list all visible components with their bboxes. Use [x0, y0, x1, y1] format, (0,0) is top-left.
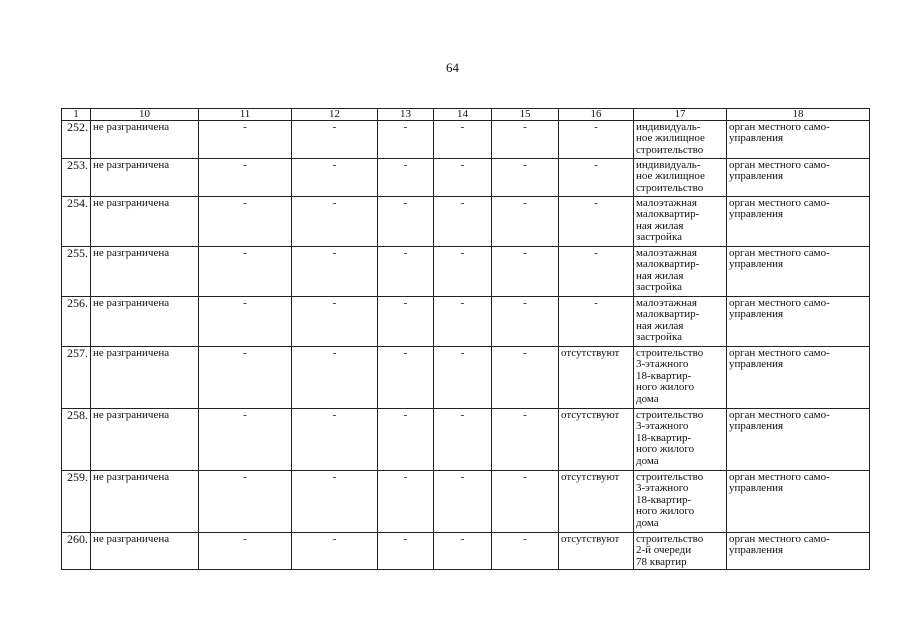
permitted-use-line: строительство	[636, 471, 704, 483]
permitted-use-line: дома	[636, 454, 659, 467]
permitted-use-line: дома	[636, 516, 659, 529]
authority-line: орган местного само-	[729, 197, 830, 209]
authority-line: управления	[729, 358, 784, 371]
ownership-status-cell: не разграничена	[91, 533, 199, 570]
col-11-cell: -	[199, 471, 292, 533]
table-row	[62, 159, 870, 197]
authority-cell	[727, 159, 870, 197]
authority-cell	[727, 471, 870, 533]
col-11-cell: -	[199, 121, 292, 159]
col-14-cell: -	[434, 121, 492, 159]
header-col-10: 10	[91, 109, 199, 121]
permitted-use-line: 2-й очереди	[636, 544, 692, 557]
authority-cell	[727, 409, 870, 471]
header-col-13: 13	[378, 109, 434, 121]
permitted-use-cell	[634, 197, 727, 247]
permitted-use-line: ная жилая	[636, 269, 684, 282]
col-15-cell: -	[492, 533, 559, 570]
table-row	[62, 247, 870, 297]
permitted-use-line: строительство	[636, 181, 704, 194]
row-number-cell: 257.	[62, 347, 91, 409]
authority-line: орган местного само-	[729, 471, 830, 483]
col-12-cell: -	[292, 471, 378, 533]
permitted-use-line: малоэтажная	[636, 247, 697, 259]
permitted-use-cell	[634, 247, 727, 297]
header-col-11: 11	[199, 109, 292, 121]
table-body	[62, 121, 870, 570]
col-11-cell: -	[199, 297, 292, 347]
permitted-use-line: ного жилого	[636, 381, 695, 394]
page-number: 64	[446, 60, 459, 75]
col-12-cell: -	[292, 121, 378, 159]
permitted-use-line: строительство	[636, 143, 704, 156]
col-16-cell: -	[559, 297, 634, 347]
permitted-use-line: застройка	[636, 281, 682, 294]
col-13-cell: -	[378, 121, 434, 159]
permitted-use-line: малоэтажная	[636, 197, 697, 209]
permitted-use-line: ное жилищное	[636, 132, 705, 145]
authority-line: управления	[729, 482, 784, 495]
authority-cell	[727, 533, 870, 570]
permitted-use-line: малоквартир-	[636, 258, 700, 271]
col-14-cell: -	[434, 471, 492, 533]
row-number-cell: 255.	[62, 247, 91, 297]
permitted-use-line: ная жилая	[636, 219, 684, 232]
row-number-cell: 253.	[62, 159, 91, 197]
col-13-cell: -	[378, 347, 434, 409]
authority-line: орган местного само-	[729, 159, 830, 171]
authority-line: управления	[729, 132, 784, 145]
col-14-cell: -	[434, 347, 492, 409]
table-row	[62, 347, 870, 409]
col-11-cell: -	[199, 197, 292, 247]
permitted-use-cell	[634, 121, 727, 159]
col-12-cell: -	[292, 197, 378, 247]
col-16-cell: отсутствуют	[559, 347, 634, 409]
table-row	[62, 409, 870, 471]
col-11-cell: -	[199, 409, 292, 471]
authority-cell	[727, 247, 870, 297]
permitted-use-line: малоквартир-	[636, 208, 700, 221]
row-number-cell: 254.	[62, 197, 91, 247]
permitted-use-line: 18-квартир-	[636, 431, 692, 444]
col-13-cell: -	[378, 297, 434, 347]
col-15-cell: -	[492, 247, 559, 297]
col-15-cell: -	[492, 347, 559, 409]
ownership-status-cell: не разграничена	[91, 297, 199, 347]
col-16-cell: -	[559, 159, 634, 197]
ownership-status-cell: не разграничена	[91, 471, 199, 533]
header-col-1: 1	[62, 109, 91, 121]
permitted-use-line: малоэтажная	[636, 297, 697, 309]
permitted-use-cell	[634, 409, 727, 471]
land-plots-table	[61, 108, 870, 570]
col-12-cell: -	[292, 159, 378, 197]
col-11-cell: -	[199, 159, 292, 197]
permitted-use-cell	[634, 533, 727, 570]
col-11-cell: -	[199, 347, 292, 409]
header-col-16: 16	[559, 109, 634, 121]
table-row	[62, 121, 870, 159]
permitted-use-cell	[634, 347, 727, 409]
ownership-status-cell: не разграничена	[91, 121, 199, 159]
permitted-use-line: 3-этажного	[636, 358, 689, 371]
header-col-15: 15	[492, 109, 559, 121]
col-12-cell: -	[292, 297, 378, 347]
ownership-status-cell: не разграничена	[91, 347, 199, 409]
col-13-cell: -	[378, 159, 434, 197]
col-15-cell: -	[492, 197, 559, 247]
authority-line: орган местного само-	[729, 347, 830, 359]
permitted-use-line: застройка	[636, 331, 682, 344]
col-11-cell: -	[199, 247, 292, 297]
table-row	[62, 197, 870, 247]
authority-line: управления	[729, 544, 784, 557]
col-13-cell: -	[378, 409, 434, 471]
col-14-cell: -	[434, 247, 492, 297]
col-16-cell: отсутствуют	[559, 533, 634, 570]
col-12-cell: -	[292, 533, 378, 570]
authority-line: управления	[729, 420, 784, 433]
ownership-status-cell: не разграничена	[91, 159, 199, 197]
permitted-use-line: индивидуаль-	[636, 159, 701, 171]
permitted-use-line: ное жилищное	[636, 170, 705, 183]
col-16-cell: -	[559, 121, 634, 159]
permitted-use-line: 18-квартир-	[636, 369, 692, 382]
row-number-cell: 258.	[62, 409, 91, 471]
authority-cell	[727, 121, 870, 159]
header-col-17: 17	[634, 109, 727, 121]
col-16-cell: -	[559, 247, 634, 297]
authority-line: управления	[729, 170, 784, 183]
authority-line: орган местного само-	[729, 297, 830, 309]
col-12-cell: -	[292, 247, 378, 297]
authority-cell	[727, 347, 870, 409]
permitted-use-line: 3-этажного	[636, 420, 689, 433]
authority-line: орган местного само-	[729, 409, 830, 421]
permitted-use-line: малоквартир-	[636, 308, 700, 321]
col-15-cell: -	[492, 409, 559, 471]
permitted-use-line: ного жилого	[636, 443, 695, 456]
col-15-cell: -	[492, 471, 559, 533]
col-14-cell: -	[434, 297, 492, 347]
permitted-use-line: 18-квартир-	[636, 493, 692, 506]
col-12-cell: -	[292, 409, 378, 471]
authority-line: управления	[729, 208, 784, 221]
permitted-use-line: ного жилого	[636, 505, 695, 518]
authority-line: орган местного само-	[729, 247, 830, 259]
permitted-use-line: строительство	[636, 533, 704, 545]
col-13-cell: -	[378, 533, 434, 570]
permitted-use-line: застройка	[636, 231, 682, 244]
permitted-use-line: ная жилая	[636, 319, 684, 332]
col-12-cell: -	[292, 347, 378, 409]
permitted-use-cell	[634, 471, 727, 533]
authority-line: управления	[729, 258, 784, 271]
col-14-cell: -	[434, 197, 492, 247]
permitted-use-cell	[634, 297, 727, 347]
ownership-status-cell: не разграничена	[91, 247, 199, 297]
authority-cell	[727, 197, 870, 247]
table-row	[62, 471, 870, 533]
permitted-use-cell	[634, 159, 727, 197]
ownership-status-cell: не разграничена	[91, 197, 199, 247]
header-col-14: 14	[434, 109, 492, 121]
col-15-cell: -	[492, 159, 559, 197]
authority-line: орган местного само-	[729, 121, 830, 133]
col-13-cell: -	[378, 471, 434, 533]
col-14-cell: -	[434, 159, 492, 197]
row-number-cell: 252.	[62, 121, 91, 159]
row-number-cell: 260.	[62, 533, 91, 570]
col-13-cell: -	[378, 197, 434, 247]
row-number-cell: 256.	[62, 297, 91, 347]
col-16-cell: -	[559, 197, 634, 247]
ownership-status-cell: не разграничена	[91, 409, 199, 471]
col-14-cell: -	[434, 409, 492, 471]
col-13-cell: -	[378, 247, 434, 297]
permitted-use-line: индивидуаль-	[636, 121, 701, 133]
table-row	[62, 297, 870, 347]
authority-cell	[727, 297, 870, 347]
col-16-cell: отсутствуют	[559, 471, 634, 533]
authority-line: управления	[729, 308, 784, 321]
col-16-cell: отсутствуют	[559, 409, 634, 471]
table-row	[62, 533, 870, 570]
authority-line: орган местного само-	[729, 533, 830, 545]
permitted-use-line: 78 квартир	[636, 555, 687, 568]
header-col-18: 18	[727, 109, 870, 121]
header-col-12: 12	[292, 109, 378, 121]
col-15-cell: -	[492, 297, 559, 347]
permitted-use-line: 3-этажного	[636, 482, 689, 495]
permitted-use-line: строительство	[636, 347, 704, 359]
permitted-use-line: дома	[636, 392, 659, 405]
row-number-cell: 259.	[62, 471, 91, 533]
header-row	[62, 109, 870, 121]
col-14-cell: -	[434, 533, 492, 570]
col-11-cell: -	[199, 533, 292, 570]
table-header	[62, 109, 870, 121]
col-15-cell: -	[492, 121, 559, 159]
permitted-use-line: строительство	[636, 409, 704, 421]
